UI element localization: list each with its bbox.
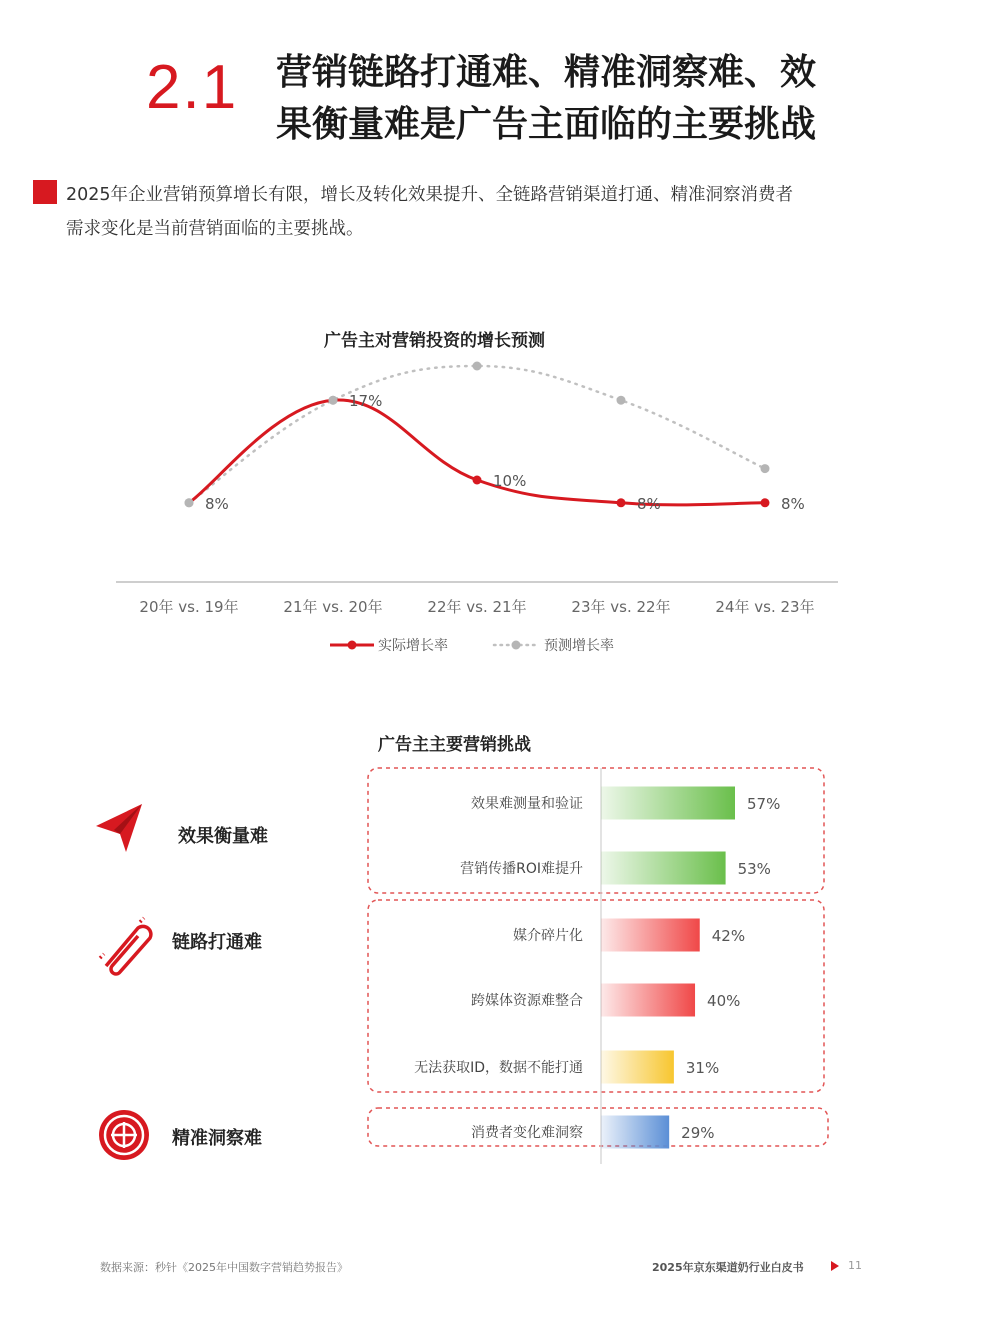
- challenge-group-box: [368, 1108, 828, 1146]
- page-title-line-1: 营销链路打通难、精准洞察难、效: [276, 52, 817, 93]
- challenge-value-label: 29%: [681, 1124, 715, 1142]
- challenge-value-label: 40%: [707, 992, 741, 1010]
- challenge-bar: [601, 1116, 669, 1149]
- challenge-bar: [601, 1051, 674, 1084]
- challenge-bar: [601, 984, 695, 1017]
- legend-actual-label: 实际增长率: [378, 638, 448, 654]
- challenge-category-label: 营销传播ROI难提升: [460, 861, 583, 877]
- x-tick-label: 20年 vs. 19年: [139, 598, 239, 616]
- page-number: 11: [848, 1259, 862, 1272]
- x-tick-label: 21年 vs. 20年: [283, 598, 383, 616]
- x-tick-label: 23年 vs. 22年: [571, 598, 671, 616]
- group-label-effect: 效果衡量难: [178, 826, 268, 847]
- x-tick-label: 24年 vs. 23年: [715, 598, 815, 616]
- legend-forecast-label: 预测增长率: [544, 638, 614, 654]
- challenge-category-label: 媒介碎片化: [513, 928, 583, 944]
- section-number: 2.1: [146, 53, 239, 122]
- actual-data-label: 8%: [205, 494, 229, 513]
- actual-data-label: 17%: [349, 392, 383, 411]
- intro-line-1: 2025年企业营销预算增长有限，增长及转化效果提升、全链路营销渠道打通、精准洞察消费者: [66, 185, 794, 205]
- challenge-value-label: 57%: [747, 795, 781, 813]
- actual-data-label: 8%: [781, 494, 805, 513]
- page-title-line-2: 果衡量难是广告主面临的主要挑战: [276, 104, 817, 145]
- group-label-link: 链路打通难: [172, 932, 262, 953]
- actual-data-label: 10%: [493, 472, 527, 490]
- intro-line-2: 需求变化是当前营销面临的主要挑战。: [66, 219, 364, 239]
- group-label-insight: 精准洞察难: [172, 1128, 262, 1149]
- challenge-bar: [601, 852, 726, 885]
- footer-report-name: 2025年京东渠道奶行业白皮书: [652, 1261, 804, 1274]
- actual-data-label: 8%: [637, 494, 661, 513]
- challenge-value-label: 42%: [711, 927, 746, 945]
- challenge-value-label: 53%: [737, 860, 771, 878]
- bar-chart-title: 广告主主要营销挑战: [378, 735, 531, 755]
- page-arrow-icon: [831, 1261, 839, 1271]
- challenge-bar: [601, 787, 735, 820]
- challenge-category-label: 跨媒体资源难整合: [471, 993, 583, 1009]
- footer-source: 数据来源：秒针《2025年中国数字营销趋势报告》: [100, 1261, 348, 1274]
- x-tick-label: 22年 vs. 21年: [427, 598, 527, 616]
- challenge-category-label: 无法获取ID，数据不能打通: [414, 1060, 583, 1076]
- challenge-category-label: 消费者变化难洞察: [471, 1125, 583, 1141]
- challenge-bar: [601, 919, 700, 952]
- challenge-value-label: 31%: [685, 1059, 720, 1077]
- challenge-category-label: 效果难测量和验证: [471, 796, 583, 812]
- line-chart-title: 广告主对营销投资的增长预测: [324, 331, 545, 351]
